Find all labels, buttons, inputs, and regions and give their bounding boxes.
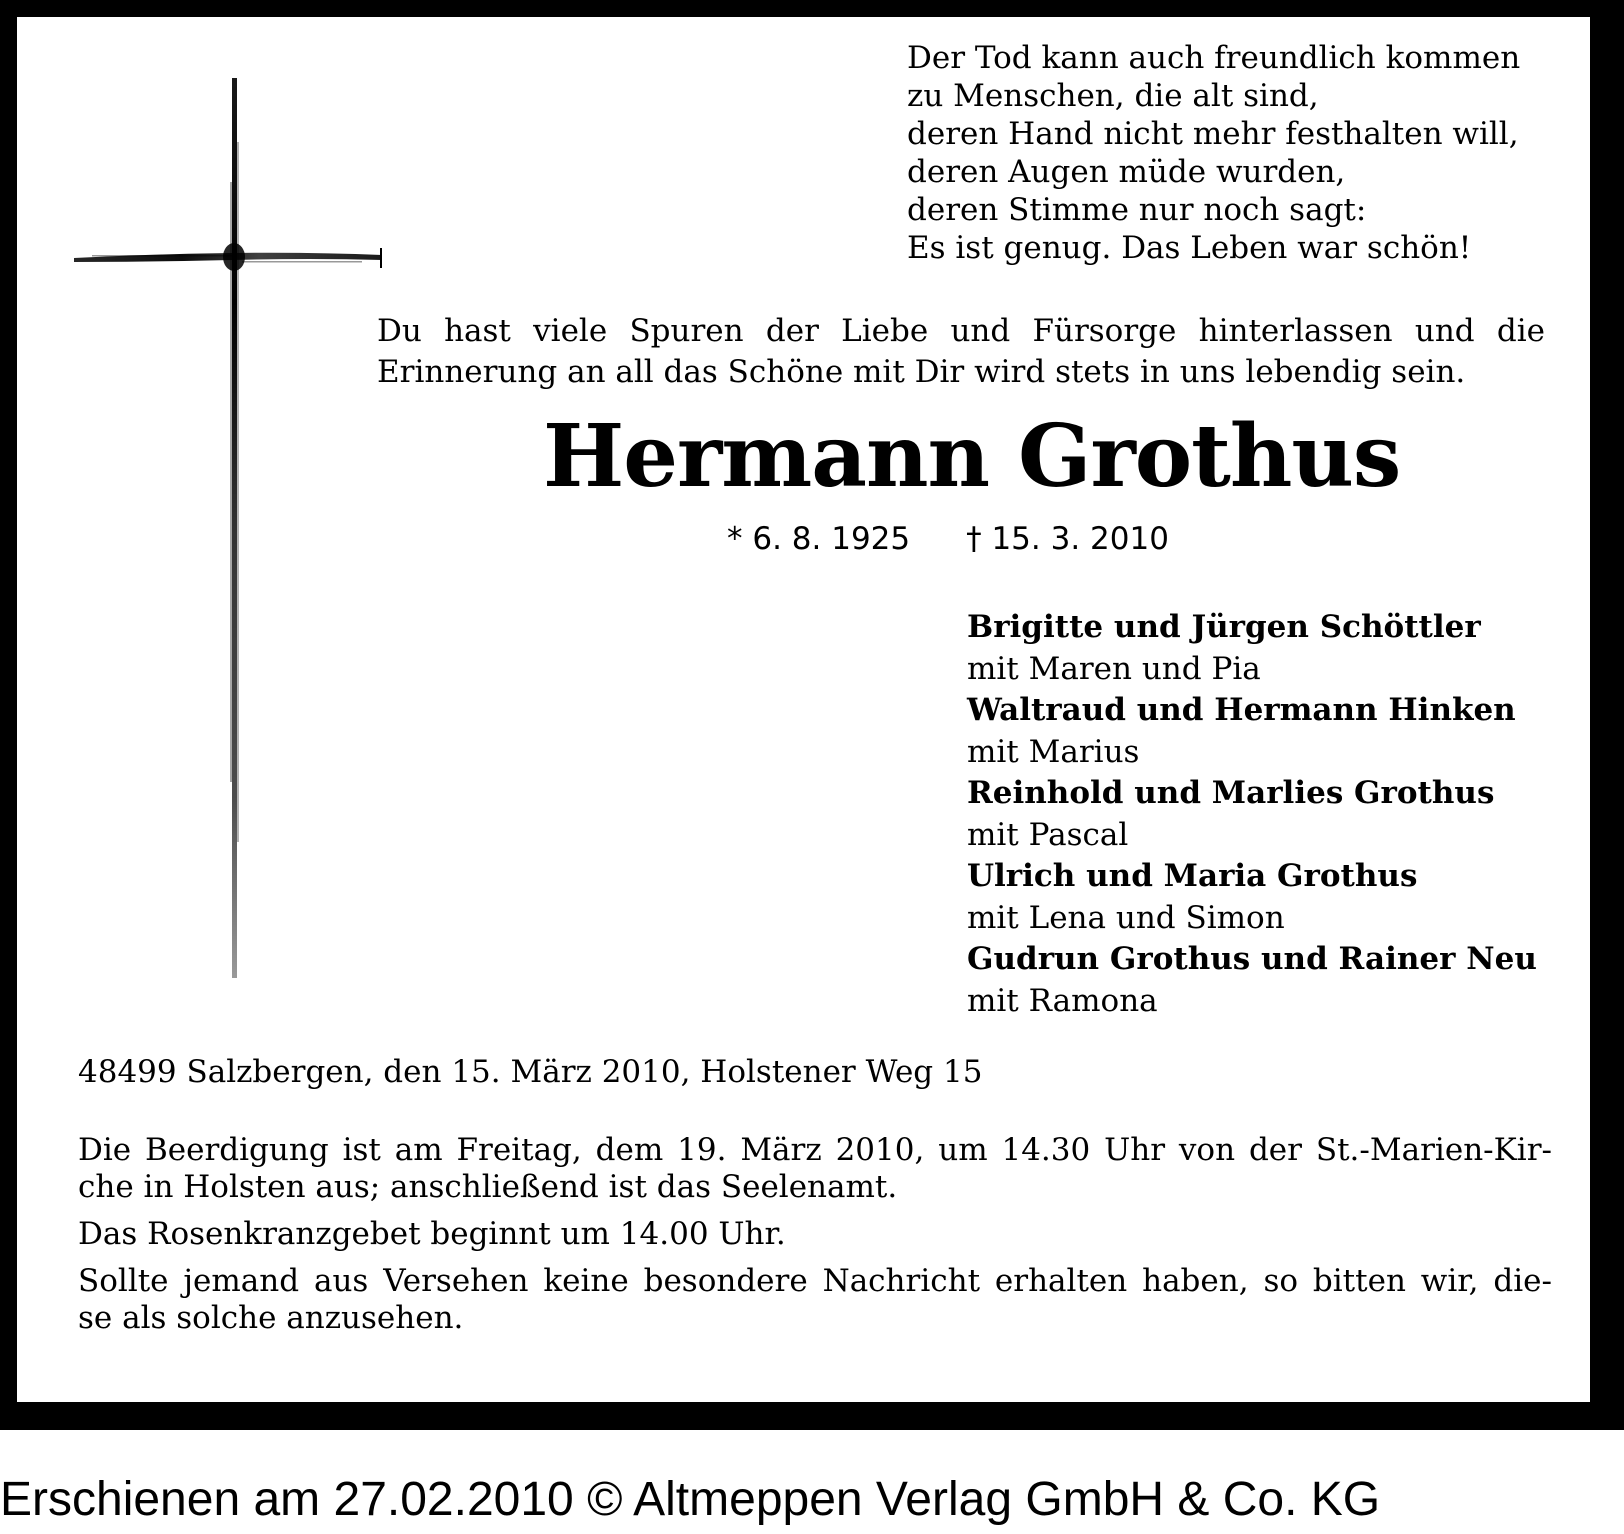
death-date: † 15. 3. 2010 — [966, 521, 1169, 557]
tribute-line: Du hast viele Spuren der Liebe und Fürsorge hinterlassen und die — [377, 313, 1545, 349]
family-children: mit Pascal — [967, 816, 1129, 853]
birth-date: * 6. 8. 1925 — [727, 521, 911, 557]
place-and-date: 48499 Salzbergen, den 15. März 2010, Holstener Weg 15 — [78, 1054, 983, 1090]
family-names: Ulrich und Maria Grothus — [967, 858, 1418, 894]
poem-line: deren Hand nicht mehr festhalten will, — [907, 116, 1519, 152]
deceased-name: Hermann Grothus — [543, 406, 1401, 507]
family-children: mit Lena und Simon — [967, 899, 1285, 936]
notice-line: Sollte jemand aus Versehen keine besondere Nachricht erhalten haben, so bitten wir, die- — [78, 1263, 1552, 1299]
life-dates — [727, 519, 1169, 559]
funeral-details — [78, 1132, 1552, 1347]
publication-footer: Erschienen am 27.02.2010 © Altmeppen Verlag GmbH & Co. KG — [0, 1473, 1381, 1526]
notice-body — [17, 17, 1590, 1402]
poem-line: deren Augen müde wurden, — [907, 154, 1346, 190]
poem-line: deren Stimme nur noch sagt: — [907, 192, 1367, 228]
family-children: mit Marius — [967, 733, 1140, 770]
poem — [907, 39, 1587, 267]
family-names: Reinhold und Marlies Grothus — [967, 775, 1495, 811]
funeral-line: Die Beerdigung ist am Freitag, dem 19. März 2010, um 14.30 Uhr von der St.-Marien-Kir- — [78, 1132, 1552, 1168]
tribute-line: Erinnerung an all das Schöne mit Dir wird stets in uns lebendig sein. — [377, 354, 1466, 390]
family-names: Brigitte und Jürgen Schöttler — [967, 609, 1481, 645]
family-names: Gudrun Grothus und Rainer Neu — [967, 941, 1537, 977]
notice-paragraph — [78, 1263, 1552, 1337]
poem-line: Es ist genug. Das Leben war schön! — [907, 230, 1472, 266]
tribute-text — [377, 311, 1545, 393]
family-list — [967, 607, 1587, 1022]
funeral-paragraph — [78, 1132, 1552, 1206]
rosary-paragraph — [78, 1216, 1552, 1253]
cross-icon — [72, 62, 392, 992]
poem-line: Der Tod kann auch freundlich kommen — [907, 40, 1521, 76]
notice-line: se als solche anzusehen. — [78, 1300, 464, 1336]
funeral-line: che in Holsten aus; anschließend ist das Seelenamt. — [78, 1169, 898, 1205]
family-children: mit Maren und Pia — [967, 650, 1261, 687]
poem-line: zu Menschen, die alt sind, — [907, 78, 1319, 114]
rosary-line: Das Rosenkranzgebet beginnt um 14.00 Uhr. — [78, 1216, 786, 1252]
family-names: Waltraud und Hermann Hinken — [967, 692, 1516, 728]
family-children: mit Ramona — [967, 982, 1158, 1019]
